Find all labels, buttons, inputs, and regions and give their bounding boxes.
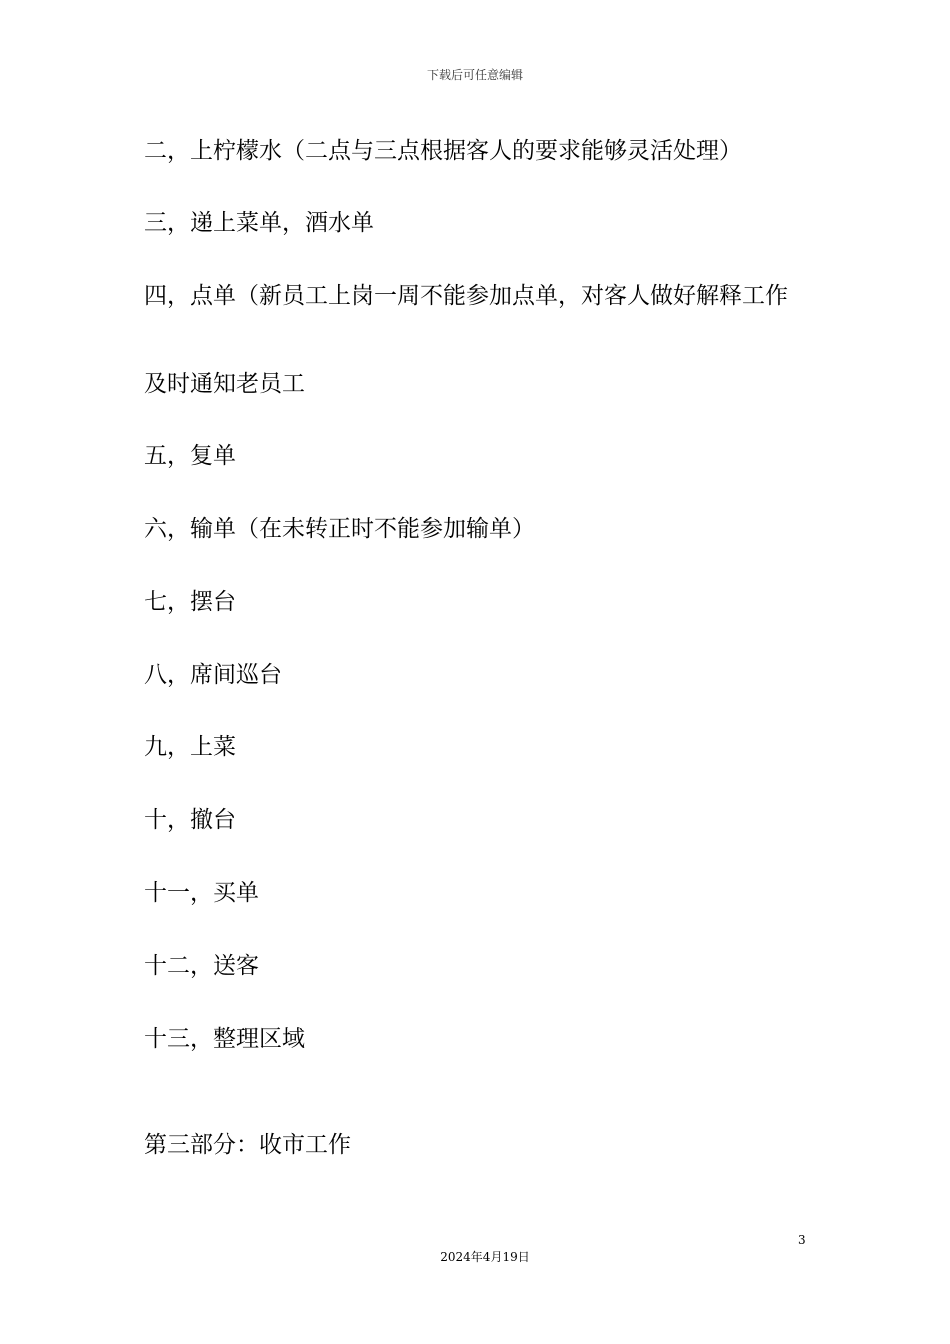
step-line: 五，复单 [144,443,236,469]
section-heading: 第三部分：收市工作 [144,1132,351,1158]
step-line: 七，摆台 [144,589,236,615]
step-line: 十一，买单 [144,880,259,906]
step-line: 六，输单（在未转正时不能参加输单） [144,516,535,542]
footer-date: 2024年4月19日 [440,1250,530,1264]
step-line: 二，上柠檬水（二点与三点根据客人的要求能够灵活处理） [144,138,742,164]
step-line: 十，撤台 [144,807,236,833]
step-line: 八，席间巡台 [144,662,282,688]
step-line: 十二，送客 [144,953,259,979]
step-line: 四，点单（新员工上岗一周不能参加点单，对客人做好解释工作 [144,283,788,309]
page-header: 下载后可任意编辑 [426,68,523,82]
step-line: 三，递上菜单，酒水单 [144,210,374,236]
step-line: 九，上菜 [144,734,236,760]
step-line: 十三，整理区域 [144,1026,305,1052]
page-number: 3 [798,1233,806,1247]
step-line-continuation: 及时通知老员工 [144,371,305,397]
